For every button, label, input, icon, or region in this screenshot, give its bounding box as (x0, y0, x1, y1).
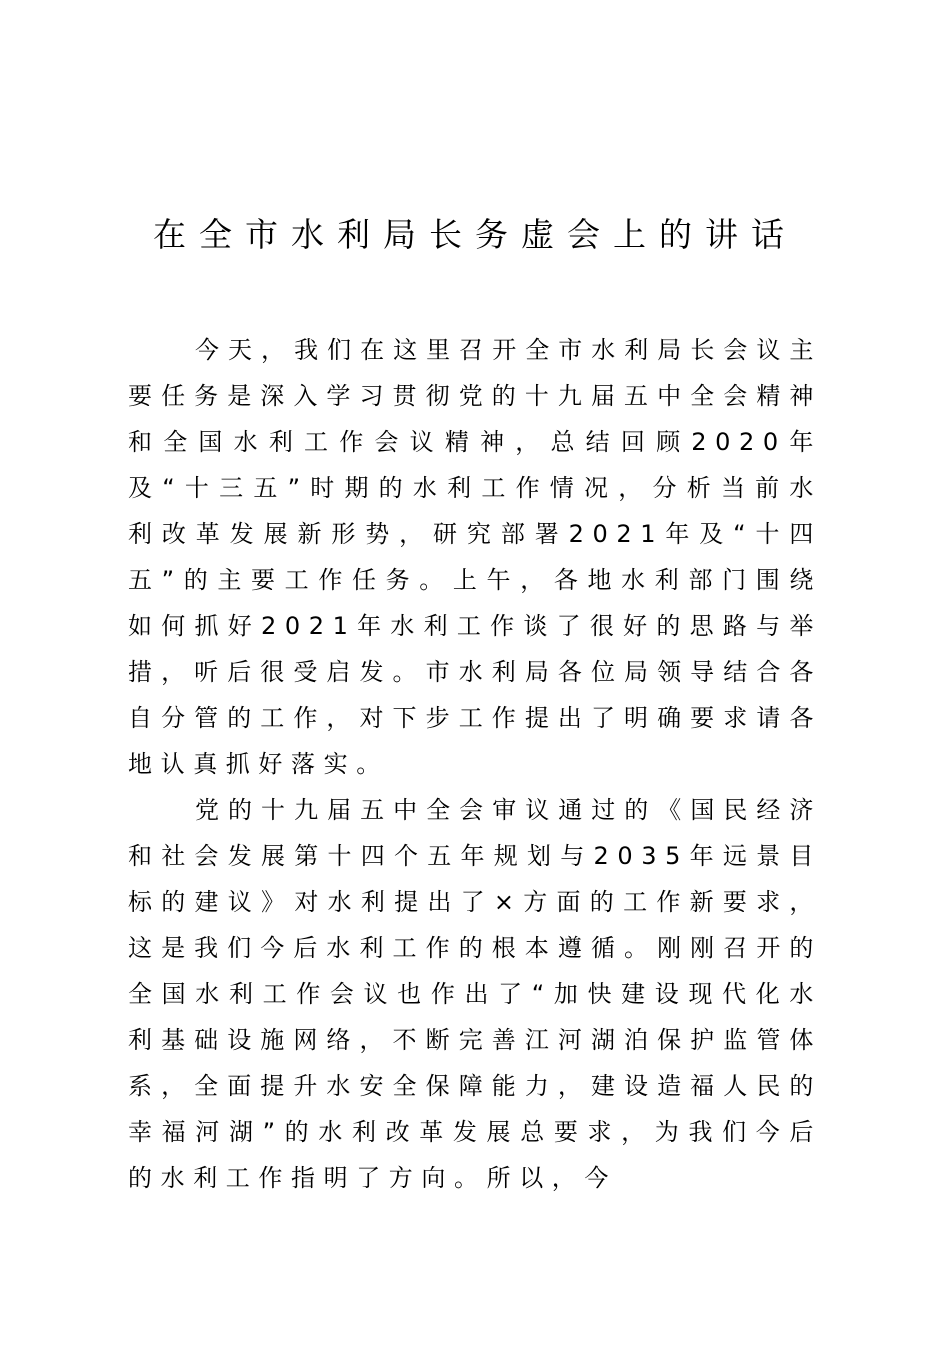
paragraph-1: 今天，我们在这里召开全市水利局长会议主要任务是深入学习贯彻党的十九届五中全会精神和全国水利工作会议精神，总结回顾2020年及“十三五”时期的水利工作情况，分析当前水利改革发展新形势，研究部署2021年及“十四五”的主要工作任务。上午，各地水利部门围绕如何抓好2021年水利工作谈了很好的思路与举措，听后很受启发。市水利局各位局领导结合各自分管的工作，对下步工作提出了明确要求请各地认真抓好落实。 (128, 336, 822, 778)
document-body (128, 327, 822, 1201)
paragraph-2: 党的十九届五中全会审议通过的《国民经济和社会发展第十四个五年规划与2035年远景目标的建议》对水利提出了×方面的工作新要求，这是我们今后水利工作的根本遵循。刚刚召开的全国水利工作会议也作出了“加快建设现代化水利基础设施网络，不断完善江河湖泊保护监管体系，全面提升水安全保障能力，建设造福人民的幸福河湖”的水利改革发展总要求，为我们今后的水利工作指明了方向。所以，今 (128, 796, 822, 1192)
document-title: 在全市水利局长务虚会上的讲话 (153, 215, 797, 254)
